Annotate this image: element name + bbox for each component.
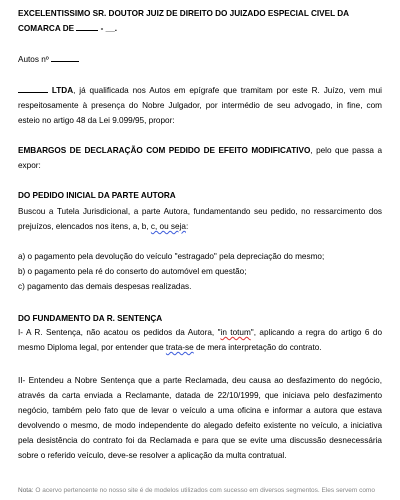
pedido-squiggle-text: c, ou seja [150,222,186,231]
pedido-item-a: a) o pagamento pela devolução do veículo "estragado" pela depreciação do mesmo; [18,252,325,261]
autos-line [18,52,382,67]
party-name-blank [18,84,48,93]
autos-blank [51,53,79,62]
fundamento-p1-text-b: ", aplicando a regra do artigo 6 do mesmo Diploma legal, por entender que [18,328,382,352]
intro-text: , já qualificada nos Autos em epígrafe que tramitam por este R. Juízo, vem mui respeitosamente à presença do Nobre Julgador, por intermédio de seu advogado, in fine, com esteio no artigo 48 da Lei 9.099/95, propor: [18,86,382,125]
in-totum-text: in totum [220,328,251,337]
section-title-pedido: DO PEDIDO INICIAL DA PARTE AUTORA [18,191,176,200]
court-header-line1: EXCELENTISSIMO SR. DOUTOR JUIZ DE DIREITO DO JUIZADO ESPECIAL CIVEL DA [18,9,350,18]
footer-text: O acervo pertencente no nosso site é de modelos utilizados com sucesso em diversos segmentos. Eles servem como [35,487,375,494]
embargos-title: EMBARGOS DE DECLARAÇÃO COM PEDIDO DE EFEITO MODIFICATIVO [18,146,311,155]
embargos-rest: , pelo que passa a expor: [18,146,382,170]
comarca-blank [76,22,98,31]
court-header [18,6,382,36]
comarca-label: COMARCA DE [18,24,75,33]
ltda-label: LTDA [51,86,74,95]
footer-label: Nota: [18,487,34,494]
court-header-line2 [18,21,382,36]
pedido-text-end: : [185,222,189,231]
fundamento-p1-text-c: de mera interpretação do contrato. [193,343,322,352]
pedido-text: Buscou a Tutela Jurisdicional, a parte Autora, fundamentando seu pedido, no ressarcimento dos prejuízos, elencados nos itens, a, b, [18,207,382,231]
trata-se-text: trata-se [165,343,194,352]
embargos-paragraph [18,143,382,173]
autos-label: Autos nº [18,55,49,64]
fundamento-p1-text-a: I- A R. Sentença, não acatou os pedidos da Autora, " [18,328,221,337]
pedido-item-c: c) pagamento das demais despesas realizadas. [18,282,192,291]
comarca-suffix: - __. [100,24,118,33]
footer-note [18,487,388,494]
pedido-paragraph [18,204,382,234]
section-title-fundamento: DO FUNDAMENTO DA R. SENTENÇA [18,314,163,323]
pedido-item-b: b) o pagamento pela ré do conserto do automóvel em questão; [18,267,247,276]
fundamento-paragraph-1 [18,325,382,355]
pedido-items [18,249,382,294]
intro-paragraph [18,83,382,128]
fundamento-paragraph-2: II- Entendeu a Nobre Sentença que a parte Reclamada, deu causa ao desfazimento do negócio, através da carta enviada a Reclamante, datada de 22/10/1999, que iniciava pelo desfazimento negócio, também pelo fato que de levar o veículo a uma oficina e informar a autora que estava devolvendo o mesmo, de modo independente do alegado defeito existente no veículo, a iniciativa pela desistência do contrato foi da Reclamada e para que se evite uma discussão desnecessária sobre o referido veículo, deve-se resolver a aplicação da multa contratual. [18,376,382,460]
